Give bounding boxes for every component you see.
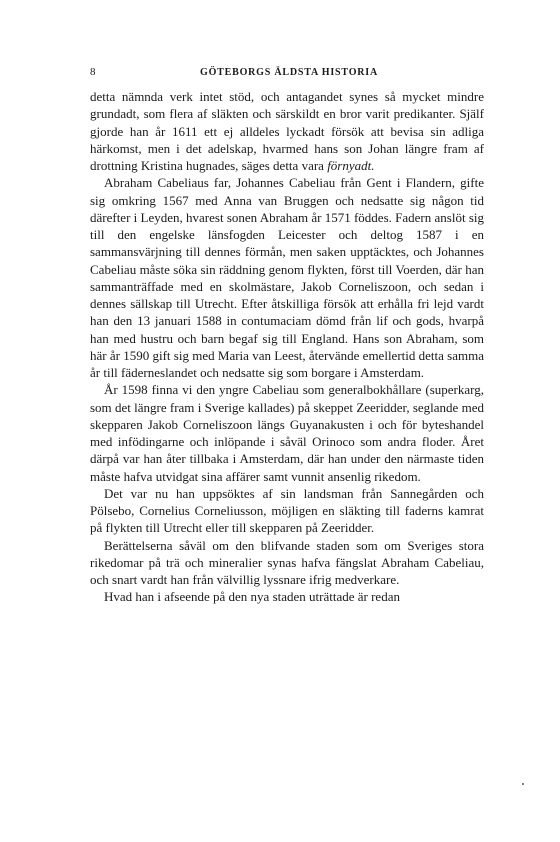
paragraph-narratives: Berättelserna såväl om den blifvande staden som om Sveriges stora rikedomar på trä och mineralier synas hafva fängslat Abraham Cabeliau, och snart vardt han från välvillig lyssnare ifrig medverkare. bbox=[90, 537, 484, 587]
running-head bbox=[90, 66, 484, 88]
paragraph-cabeliau-father: Abraham Cabeliaus far, Johannes Cabeliau från Gent i Flandern, gifte sig omkring 1567 med Anna van Bruggen och nedsatte sig någon tid därefter i Leyden, hvarest sonen Abraham år 1571 föddes. Fadern anslöt sig till den engelske länsfogden Leicester och deltog 1587 i en sammansvärjning till dennes förmån, men saken upptäcktes, och Johannes Cabeliau måste söka sin räddning genom flykten, först till Voerden, där han sammanträffade med en skolmästare, Jakob Corneliszoon, och sedan i dennes sällskap till Utrecht. Efter åtskilliga försök att erhålla fri lejd vardt han den 13 januari 1588 in contumaciam dömd från lif och gods, hvarpå han med hustru och barn begaf sig till England. Hans son Abraham, som här år 1590 gift sig med Maria van Leest, återvände emellertid detta samma år till fäderneslandet och nedsatte sig som borgare i Amsterdam. bbox=[90, 175, 484, 380]
paragraph-text: detta nämnda verk intet stöd, och antagandet synes så mycket mindre grundadt, som flera af släkten och särskildt en bror varit predikanter. Själf gjorde han år 1611 ett ej alldeles lyckadt försök att bevisa sin adliga härkomst, men i det adelskap, hvarmed hans son Johan längre fram af drottning Kristina hugnades, säges detta vara bbox=[90, 89, 484, 173]
paragraph-continuation bbox=[90, 88, 484, 174]
running-title: GÖTEBORGS ÄLDSTA HISTORIA bbox=[200, 67, 379, 78]
body-text bbox=[90, 88, 484, 606]
paragraph-corneliusson: Det var nu han uppsöktes af sin landsman från Sannegården och Pölsebo, Cornelius Corneliusson, möjligen en släkting till faderns kamrat på flykten till Utrecht eller till skepparen på Zeeridder. bbox=[90, 485, 484, 536]
paragraph-new-city: Hvad han i afseende på den nya staden uträttade är redan bbox=[104, 589, 400, 605]
page-number: 8 bbox=[90, 66, 97, 78]
emphasis-text: förnyadt. bbox=[327, 158, 375, 173]
paragraph-zeeridder: År 1598 finna vi den yngre Cabeliau som generalbokhållare (superkarg, som det längre fram i Sverige kallades) på skeppet Zeeridder, seglande med skepparen Jakob Corneliszoon längs Guyanakusten i och för byteshandel med infödingarne och inlöpande i såväl Orinoco som andra floder. Året därpå var han åter tillbaka i Amsterdam, där han under den närmaste tiden måste hafva utvidgat sina affärer samt vunnit ansenlig rikedom. bbox=[90, 382, 484, 484]
scan-speck bbox=[522, 783, 524, 785]
book-page bbox=[90, 66, 484, 606]
